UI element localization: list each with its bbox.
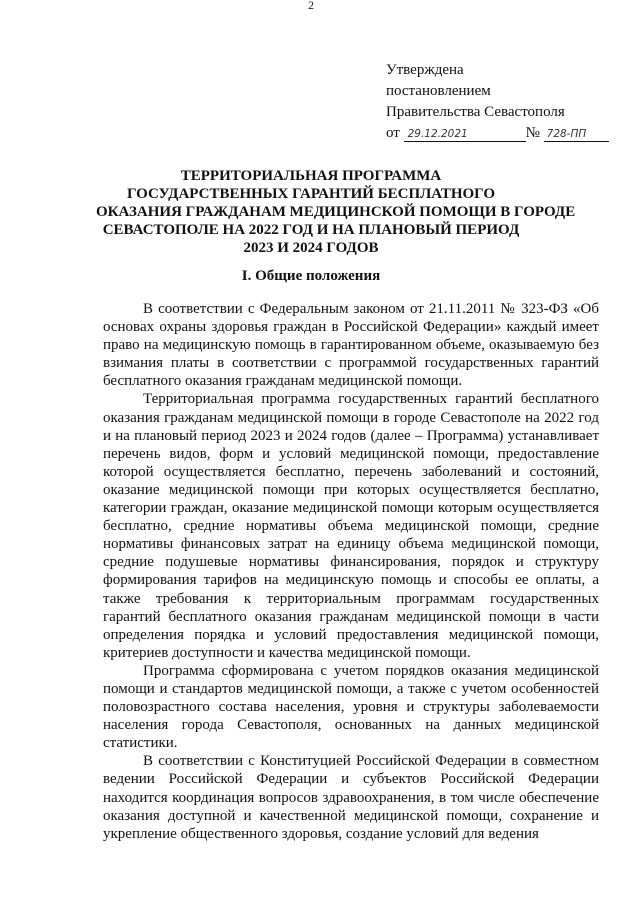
title-line: СЕВАСТОПОЛЕ НА 2022 ГОД И НА ПЛАНОВЫЙ ПЕРИОД	[102, 222, 520, 238]
approval-date-number-line	[386, 123, 616, 144]
approval-line-1: Утверждена	[386, 62, 464, 78]
page-number: 2	[308, 0, 314, 12]
section-heading: I. Общие положения	[241, 268, 381, 284]
title-line: ТЕРРИТОРИАЛЬНАЯ ПРОГРАММА	[180, 168, 442, 184]
paragraph: Территориальная программа государственных гарантий бесплатного оказания гражданам медицинской помощи в городе Севастополе на 2022 год и на плановый период 2023 и 2024 годов (далее – Программа) устанавливает перечень видов, форм и условий медицинской помощи, предоставление которой осуществляется бесплатно, перечень заболеваний и состояний, оказание медицинской помощи при которых осуществляется бесплатно, категории граждан, оказание медицинской помощи которым осуществляется бесплатно, средние нормативы объема медицинской помощи, средние нормативы финансовых затрат на единицу объема медицинской помощи, средние подушевые нормативы финансирования, порядок и структуру формирования тарифов на медицинскую помощь и способы ее оплаты, а также требования к территориальным программам государственных гарантий бесплатного оказания гражданам медицинской помощи в части определения порядка и условий предоставления медицинской помощи, критериев доступности и качества медицинской помощи.	[103, 391, 599, 661]
paragraph: В соответствии с Федеральным законом от 21.11.2011 № 323-ФЗ «Об основах охраны здоровья граждан в Российской Федерации» каждый имеет право на медицинскую помощь в гарантированном объеме, оказываемую без взимания платы в соответствии с программой государственных гарантий бесплатного оказания гражданам медицинской помощи.	[103, 301, 599, 390]
body-text	[103, 300, 599, 843]
paragraph: В соответствии с Конституцией Российской Федерации в совместном ведении Российской Федерации и субъектов Российской Федерации находится координация вопросов здравоохранения, в том числе обеспечение оказания доступной и качественной медицинской помощи, сохранение и укрепление общественного здоровья, создание условий для ведения	[103, 753, 599, 842]
approval-line-3: Правительства Севастополя	[386, 104, 565, 120]
document-title	[96, 167, 576, 257]
approval-block	[386, 60, 616, 144]
title-line: ОКАЗАНИЯ ГРАЖДАНАМ МЕДИЦИНСКОЙ ПОМОЩИ В ГОРОДЕ	[96, 204, 576, 220]
approval-line-2: постановлением	[386, 83, 491, 99]
from-label: от	[386, 125, 400, 141]
paragraph: Программа сформирована с учетом порядков оказания медицинской помощи и стандартов медицинской помощи, а также с учетом особенностей половозрастного состава населения, уровня и структуры заболеваемости населения города Севастополя, основанных на данных медицинской статистики.	[103, 662, 599, 752]
title-line: 2023 И 2024 ГОДОВ	[243, 240, 379, 256]
handwritten-date: 29.12.2021	[404, 127, 526, 142]
title-line: ГОСУДАРСТВЕННЫХ ГАРАНТИЙ БЕСПЛАТНОГО	[126, 186, 495, 202]
number-label: №	[525, 125, 540, 141]
handwritten-number: 728-ПП	[544, 127, 609, 142]
